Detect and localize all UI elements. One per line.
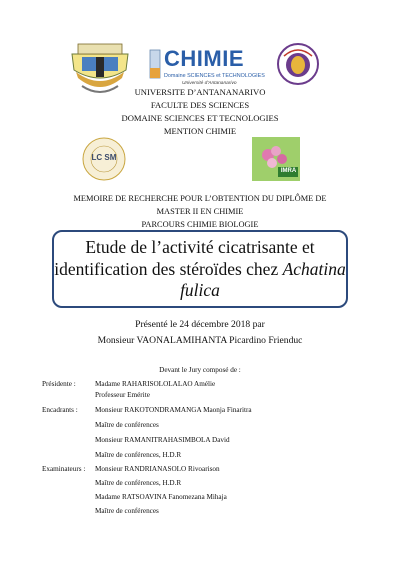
imra-logo xyxy=(252,137,300,181)
memoire-line-3: PARCOURS CHIMIE BIOLOGIE xyxy=(141,220,259,229)
presentation-date: Présenté le 24 décembre 2018 par xyxy=(135,319,265,330)
jury-intro: Devant le Jury composé de : xyxy=(159,366,241,374)
thesis-title-species-name: fulica xyxy=(180,280,220,300)
chimie-domain-logo xyxy=(148,44,265,90)
memoire-line-1: MEMOIRE DE RECHERCHE POUR L’OBTENTION DU DIPLÔME DE xyxy=(73,194,327,203)
chimie-logo-subtitle: Domaine SCIENCES et TECHNOLOGIES xyxy=(164,73,265,79)
thesis-title-species-genus: Achatina xyxy=(282,258,346,279)
thesis-title xyxy=(52,237,348,302)
thesis-title-line-2 xyxy=(52,259,348,281)
encadrant-2-title: Maître de conférences, H.D.R xyxy=(95,451,182,459)
chimie-logo-university: Université d'Antananarivo xyxy=(182,81,237,86)
thesis-title-line-1: Etude de l’activité cicatrisante et xyxy=(85,237,315,257)
ecole-doctorale-logo xyxy=(276,42,320,86)
encadrant-1-title: Maître de conférences xyxy=(95,421,159,429)
president-title: Professeur Emérite xyxy=(95,391,150,399)
lc-sm-logo-text: LC SM xyxy=(91,153,117,162)
mention-name: MENTION CHIMIE xyxy=(163,126,237,136)
examinateur-1-title: Maître de conférences, H.D.R xyxy=(95,479,182,487)
author-name: Monsieur VAONALAMIHANTA Picardino Frienduc xyxy=(97,335,303,346)
flask-icon xyxy=(148,48,162,80)
examinateur-2-title: Maître de conférences xyxy=(95,507,159,515)
imra-logo-text: IMRA xyxy=(280,168,297,174)
president-name: Madame RAHARISOLOLALAO Amélie xyxy=(95,380,216,388)
encadrants-label: Encadrants : xyxy=(42,406,78,414)
memoire-line-2: MASTER II EN CHIMIE xyxy=(156,207,244,216)
lc-sm-lab-logo xyxy=(82,133,126,185)
encadrant-2-name: Monsieur RAMANITRAHASIMBOLA David xyxy=(95,436,230,444)
thesis-title-line-3 xyxy=(52,280,348,302)
domain-name: DOMAINE SCIENCES ET TECNOLOGIES xyxy=(121,113,279,123)
thesis-title-line-2-text: identification des stéroïdes chez xyxy=(54,258,283,279)
examinateur-2-name: Madame RATSOAVINA Fanomezana Mihaja xyxy=(95,493,227,501)
university-name: UNIVERSITE D’ANTANANARIVO xyxy=(134,87,266,97)
chimie-logo-word: CHIMIE xyxy=(164,46,244,71)
encadrant-1-name: Monsieur RAKOTONDRAMANGA Maonja Finaritra xyxy=(95,406,252,414)
president-label: Présidente : xyxy=(42,380,76,388)
faculty-name: FACULTE DES SCIENCES xyxy=(150,100,250,110)
examinateur-1-name: Monsieur RANDRIANASOLO Rivoarison xyxy=(95,465,220,473)
examinateurs-label: Examinateurs : xyxy=(42,465,86,473)
